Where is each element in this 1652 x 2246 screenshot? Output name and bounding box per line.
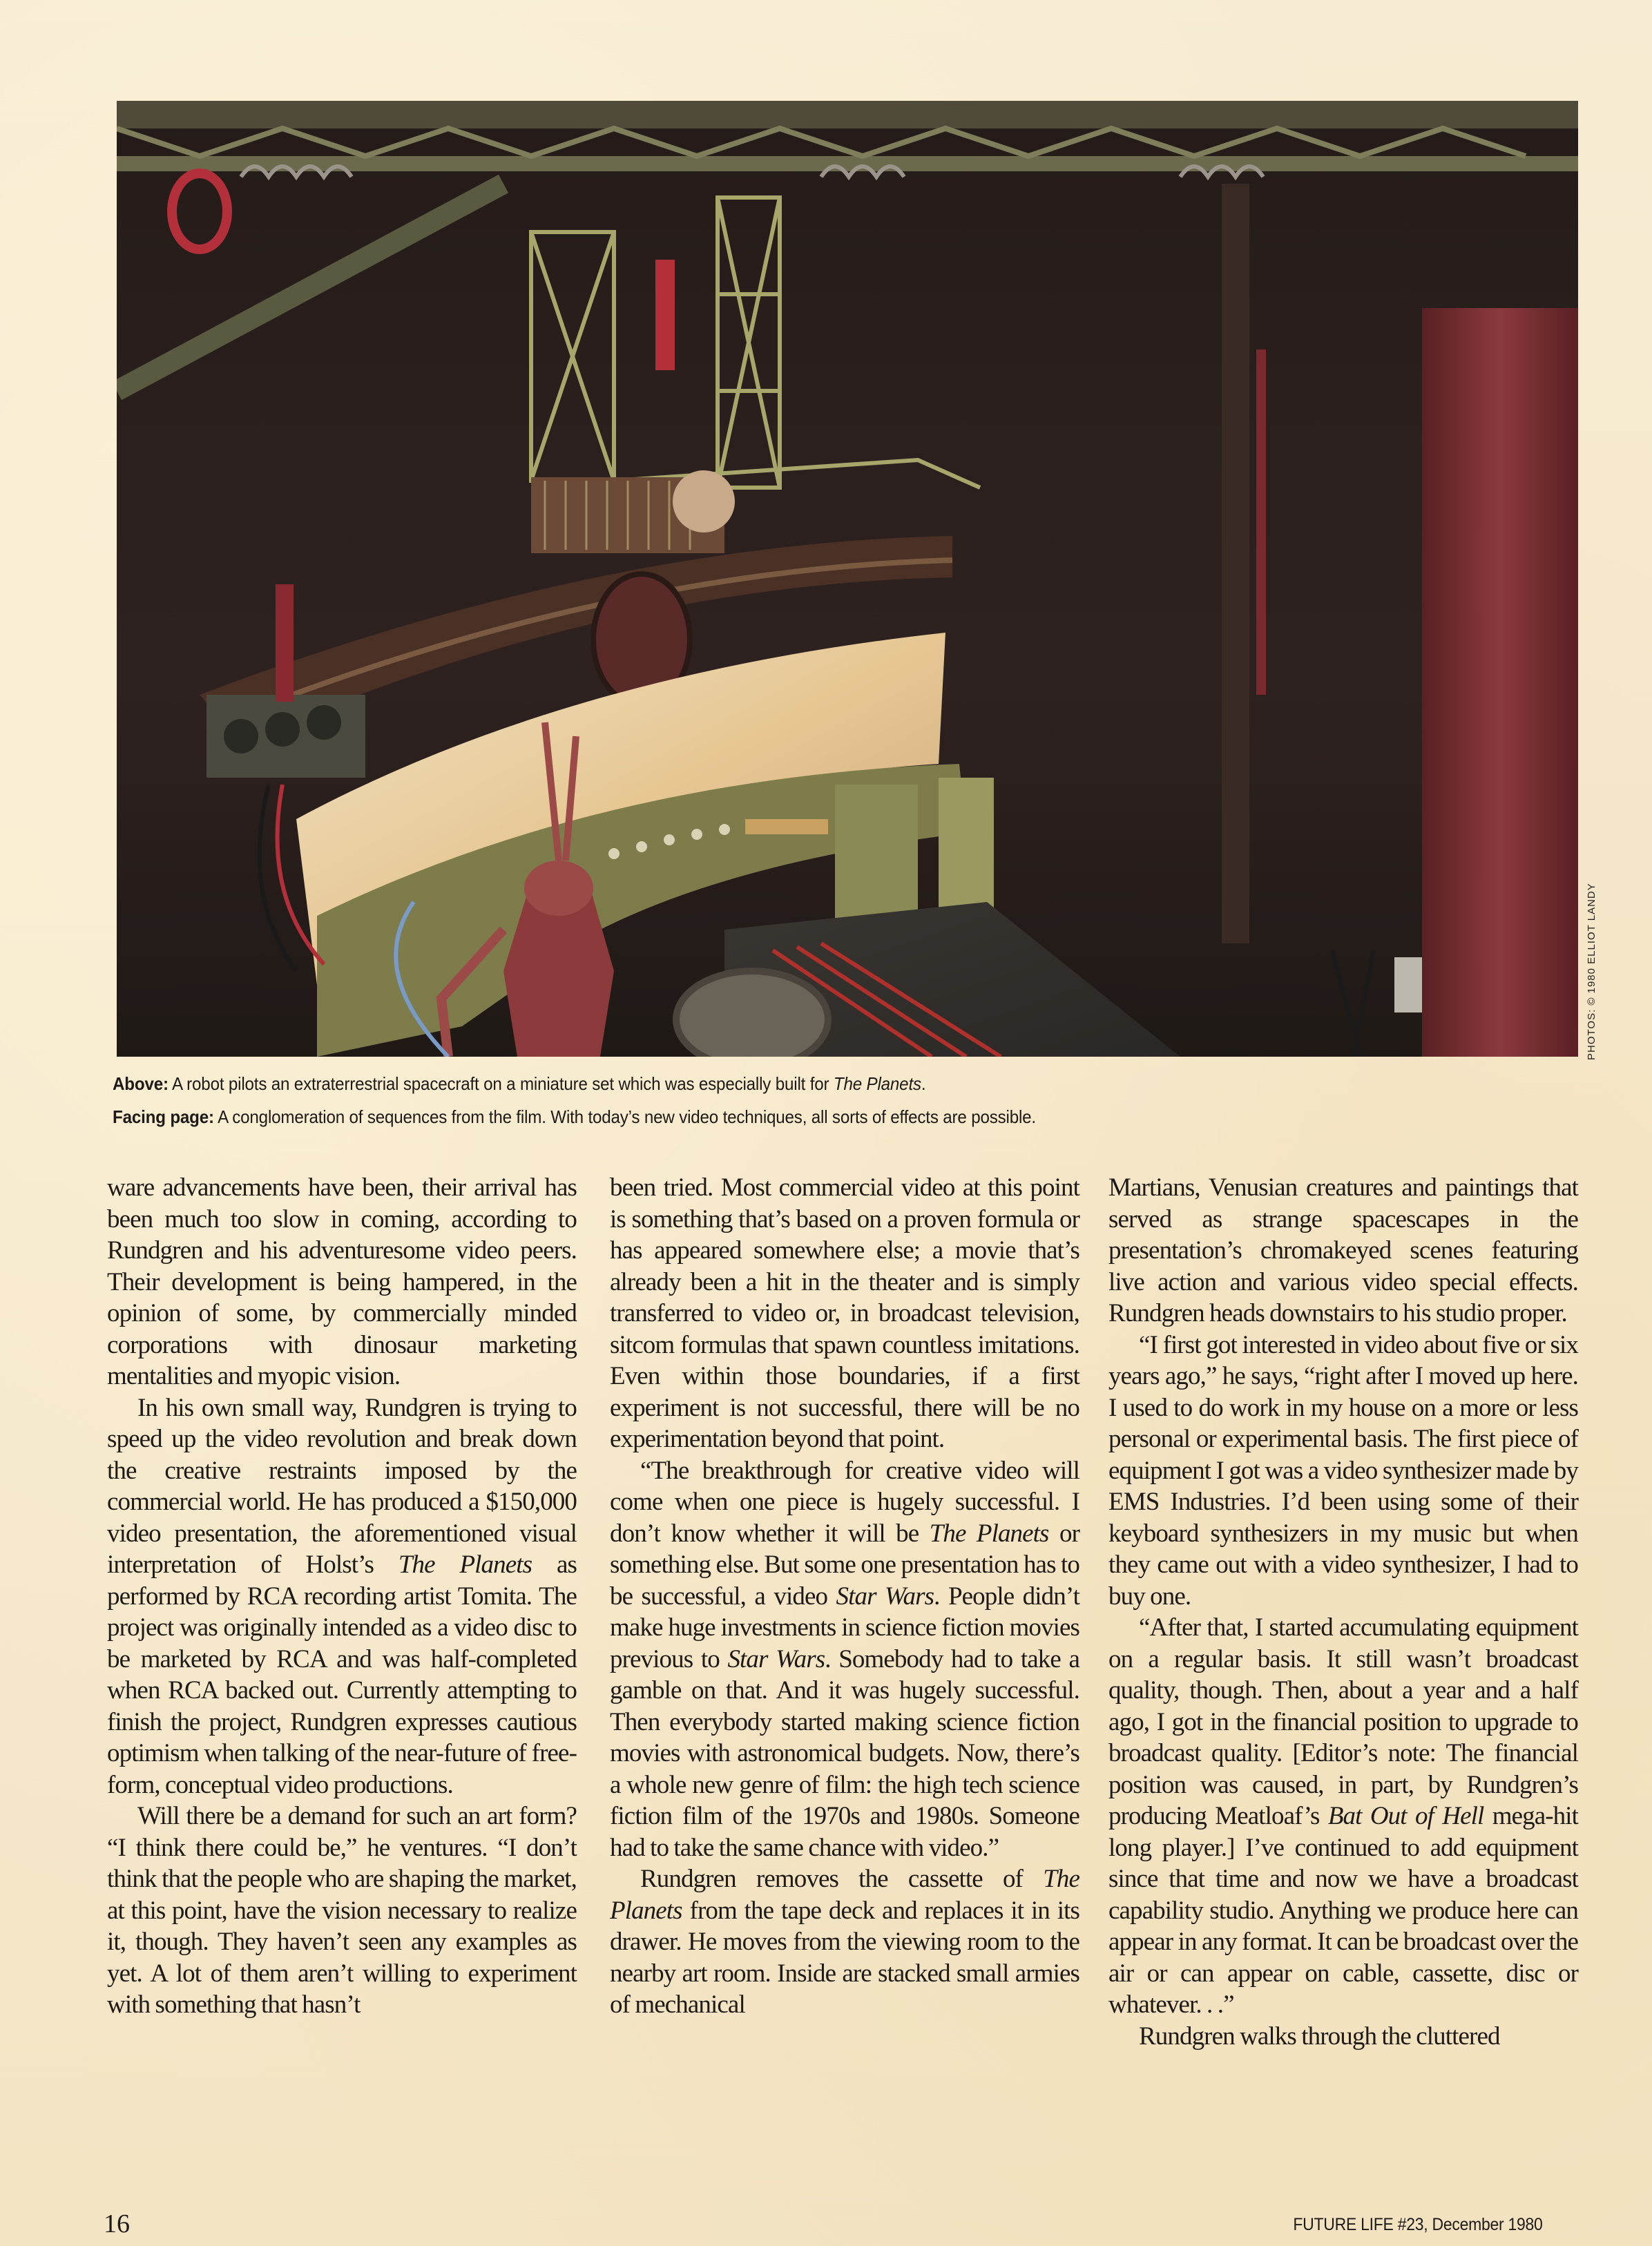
- caption-facing-label: Facing page:: [113, 1106, 214, 1127]
- paragraph-text: “The breakthrough for creative video will come when one piece is hugely successful. I don’t know whether it will be: [610, 1456, 1079, 1548]
- paragraph: ware advancements have been, their arrival has been much too slow in coming, according to Rundgren and his adventuresome video peers. Their development is being hampered, in the opinion of some, by commercially minded corporations with dinosaur marketing mentalities and myopic vision.: [107, 1173, 577, 1390]
- title-the-planets: The Planets: [398, 1551, 532, 1579]
- paragraph-text: . People didn’t make huge investments in science fiction movies previous to: [610, 1582, 1079, 1673]
- paragraph-text: Rundgren removes the cassette of: [640, 1865, 1044, 1893]
- issue-footer: FUTURE LIFE #23, December 1980: [1293, 2215, 1543, 2234]
- caption-facing-text: A conglomeration of sequences from the film. With today’s new video techniques, all sorts of effects are possible.: [213, 1106, 1036, 1127]
- title-bat-out-of-hell: Bat Out of Hell: [1327, 1802, 1484, 1830]
- paragraph-text: mega-hit long player.] I’ve continued to add equipment since that time and now we have a broadcast capability studio. Anything we produce here can appear in any format. It can be broadcast over the air or can appear on cable, cassette, disc or whatever. . .”: [1108, 1802, 1578, 2019]
- title-the-planets: The Planets: [929, 1519, 1049, 1548]
- paragraph: Martians, Venusian creatures and paintings that served as strange spacescapes in the presentation’s chromakeyed scenes featuring live action and various video special effects. Rundgren heads downstairs to his studio proper.: [1108, 1173, 1578, 1327]
- photo-credit: PHOTOS: © 1980 ELLIOT LANDY: [1586, 883, 1597, 1060]
- page-number: 16: [104, 2209, 130, 2238]
- paragraph: [1108, 1612, 1578, 2021]
- paragraph: “I first got interested in video about five or six years ago,” he says, “right after I moved up here. I used to do work in my house on a more or less personal or experimental basis. The first piece of equipment I got was a video synthesizer made by EMS Industries. I’d been using some of their keyboard synthesizers in my music but when they came out with a video synthesizer, I had to buy one.: [1108, 1330, 1578, 1611]
- article-photo-robot-spacecraft-set: [117, 101, 1578, 1057]
- title-star-wars: Star Wars: [836, 1582, 934, 1611]
- caption-above-text: A robot pilots an extraterrestrial spacecraft on a miniature set which was especially built for: [168, 1073, 834, 1094]
- caption-above-label: Above:: [113, 1073, 169, 1094]
- title-star-wars: Star Wars: [727, 1644, 825, 1673]
- caption-above-end: .: [921, 1073, 926, 1094]
- paragraph: [107, 1392, 577, 1801]
- caption-facing: [113, 1100, 1333, 1133]
- paragraph: [610, 1863, 1079, 2021]
- article-body: [107, 1172, 1578, 2173]
- paragraph: Will there be a demand for such an art form? “I think there could be,” he ventures. “I don’t think that the people who are shaping the market, at this point, have the vision necessary to realize it, though. They haven’t seen any examples as yet. A lot of them aren’t willing to experiment with something that hasn’t: [107, 1802, 577, 2019]
- paragraph: been tried. Most commercial video at this point is something that’s based on a proven formula or has appeared somewhere else; a movie that’s already been a hit in the theater and is simply transferred to video or, in broadcast television, sitcom formulas that spawn countless imitations. Even within those boundaries, if a first experiment is not successful, there will be no experimentation beyond that point.: [610, 1173, 1079, 1453]
- paragraph: Rundgren walks through the cluttered: [1139, 2022, 1500, 2051]
- article-column-2: [610, 1172, 1079, 2021]
- paragraph-text: or something else. But some one presentation has to be successful, a video: [610, 1519, 1079, 1611]
- paragraph-text: . Somebody had to take a gamble on that. And it was hugely successful. Then everybody started making science fiction movies with astronomical budgets. Now, there’s a whole new genre of film: the high tech science fiction film of the 1970s and 1980s. Someone had to take the same chance with video.”: [610, 1644, 1080, 1862]
- photo-captions: [113, 1067, 1425, 1133]
- photo-illustration: [117, 101, 1578, 1057]
- paragraph-text: “After that, I started accumulating equipment on a regular basis. It still wasn’t broadcast quality, though. Then, about a year and a half ago, I got in the financial position to upgrade to broadcast quality. [Editor’s note: The financial position was caused, in part, by Rundgren’s producing Meatloaf’s: [1108, 1613, 1578, 1830]
- caption-above: [113, 1067, 1333, 1100]
- paragraph: [610, 1455, 1079, 1864]
- paragraph-text: as performed by RCA recording artist Tomita. The project was originally intended as a video disc to be marketed by RCA and was half-completed when RCA backed out. Currently attempting to finish the project, Rundgren expresses cautious optimism when talking of the near-future of free-form, conceptual video productions.: [107, 1551, 577, 1799]
- paragraph-text: In his own small way, Rundgren is trying to speed up the video revolution and break down the creative restraints imposed by the commercial world. He has produced a $150,000 video presentation, the aforementioned visual interpretation of Holst’s: [107, 1393, 577, 1579]
- article-column-1: [107, 1172, 577, 2021]
- paragraph-text: from the tape deck and replaces it in its drawer. He moves from the viewing room to the nearby art room. Inside are stacked small armies of mechanical: [610, 1896, 1079, 2019]
- caption-above-title: The Planets: [833, 1073, 921, 1094]
- title-the-planets: The Planets: [610, 1865, 1079, 1925]
- article-column-3: [1108, 1172, 1578, 2052]
